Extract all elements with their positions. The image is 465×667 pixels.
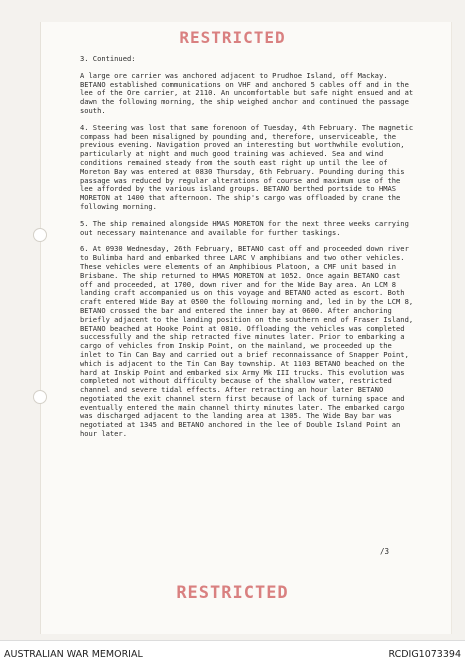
restricted-stamp-bottom: RESTRICTED — [176, 583, 289, 603]
footer-record-id: RCDIG1073394 — [388, 649, 461, 660]
restricted-stamp-top: RESTRICTED — [179, 28, 286, 47]
section-heading: 3. Continued: — [80, 54, 136, 63]
footer-institution: AUSTRALIAN WAR MEMORIAL — [4, 649, 143, 660]
punch-hole — [33, 390, 47, 404]
paragraph: A large ore carrier was anchored adjacent to Prudhoe Island, off Mackay. BETANO established communications on VHF and anchored 5 cables off and in the lee of the Ore carrier, at 2110. An uncomfortable but safe night ensued and at dawn the following morning, the ship weighed anchor and continued the passage south. — [80, 70, 414, 115]
paragraph: 6. At 0930 Wednesday, 26th February, BETANO cast off and proceeded down river to Bulimba hard and embarked three LARC V amphibians and two other vehicles. These vehicles were elements of an Amphibious Platoon, a CMF unit based in Brisbane. The ship returned to HMAS MORETON at 1052. Once again BETANO cast off and proceeded, at 1700, down river and for the Wide Bay area. An LCM 8 landing craft accompanied us on this voyage and BETANO acted as escort. Both craft entered Wide Bay at 0500 the following morning and, led in by the LCM 8, BETANO crossed the bar and entered the inner bay at 0600. After anchoring briefly adjacent to the landing position on the southern end of Fraser Island, BETANO beached at Hooke Point at 0810. Offloading the vehicles was completed successfully and the ship retracted five minutes later. Prior to embarking a cargo of vehicles from Inskip Point, on the mainland, we proceeded up the inlet to Tin Can Bay and carried out a brief reconnaissance of Snapper Point, which is adjacent to the Tin Can Bay township. At 1103 BETANO beached on the hard at Inskip Point and embarked six Army Mk III trucks. This evolution was completed not without difficulty because of the shallow water, restricted channel and severe tidal effects. After retracting an hour later BETANO negotiated the exit channel stern first because of lack of turning space and eventually entered the main channel thirty minutes later. The embarked cargo was discharged adjacent to the landing area at 1305. The Wide Bay bar was negotiated at 1345 and BETANO anchored in the lee of Double Island Point an hour later. — [80, 244, 414, 439]
page-continuation-marker: /3 — [380, 547, 390, 556]
archive-footer — [0, 640, 465, 667]
document-body — [80, 55, 415, 447]
punch-hole — [33, 228, 47, 242]
paragraph: 5. The ship remained alongside HMAS MORETON for the next three weeks carrying out necessary maintenance and available for further taskings. — [80, 218, 409, 237]
paragraph: 4. Steering was lost that same forenoon of Tuesday, 4th February. The magnetic compass had been misaligned by pounding and, therefore, unserviceable, the previous evening. Navigation proved an interesting but worthwhile evolution, particularly at night and much good training was achieved. Sea and wind conditions remained steady from the south east right up until the lee of Moreton Bay was entered at 0830 Thursday, 6th February. Pounding during this passage was reduced by regular alterations of course and maximum use of the lee afforded by the various island groups. BETANO berthed portside to HMAS MORETON at 1400 that afternoon. The ship's cargo was offloaded by crane the following morning. — [80, 122, 414, 211]
